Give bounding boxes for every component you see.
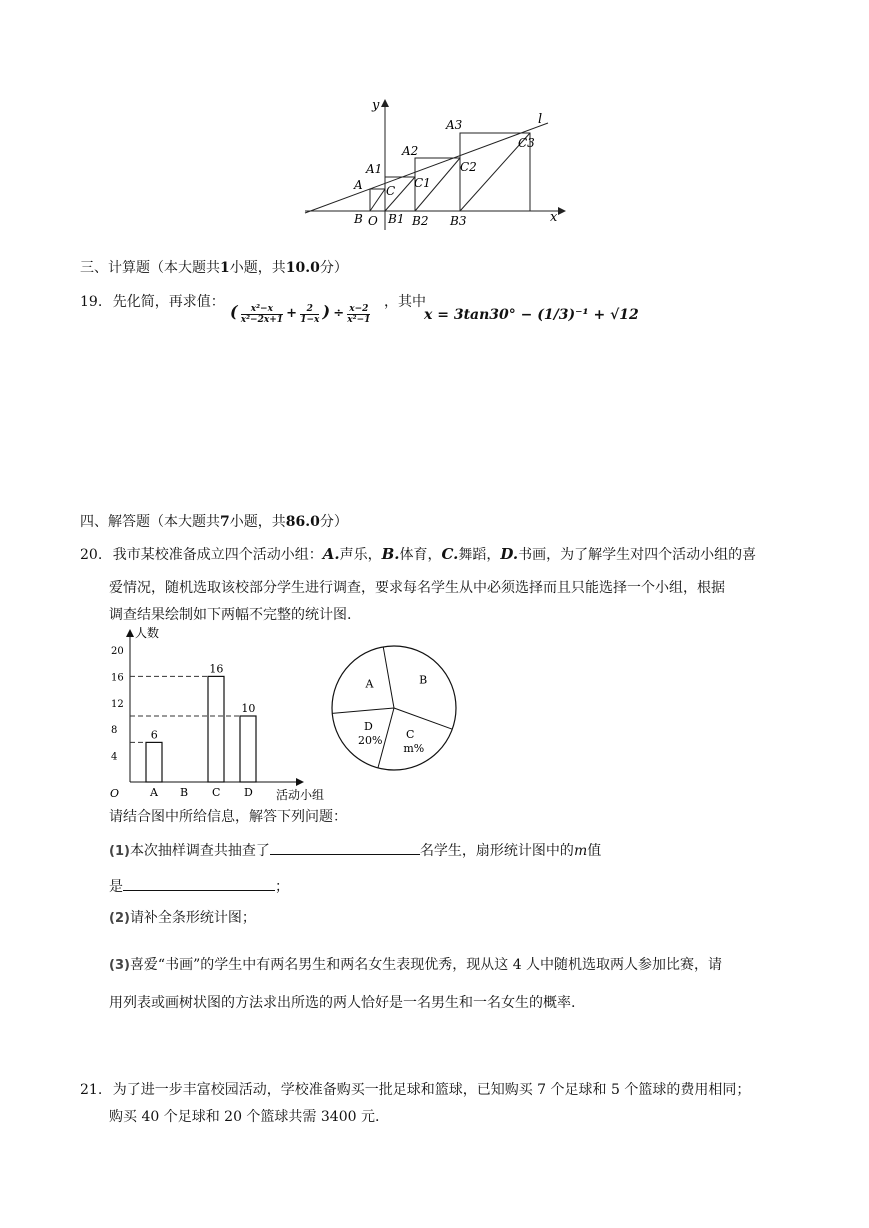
bar-category-label: B bbox=[180, 786, 189, 799]
sub1-marker: (1) bbox=[109, 844, 130, 859]
bar-D bbox=[240, 716, 256, 782]
q20-line2: 爱情况，随机选取该校部分学生进行调查，要求每名学生从中必须选择而且只能选择一个小组，根据 bbox=[109, 580, 725, 596]
label-a1: A1 bbox=[366, 162, 383, 176]
pie-slice-value-C: m% bbox=[403, 742, 425, 756]
label-x: x bbox=[550, 210, 558, 225]
q20-sub1-line2: 是 ； bbox=[109, 876, 289, 897]
sub2-marker: (2) bbox=[109, 911, 130, 926]
q20-line1: 20. 我市某校准备成立四个活动小组：A.声乐，B.体育，C.舞蹈，D.书画，为了解学生对四个活动小组的喜 bbox=[80, 545, 757, 563]
pie-slice-divider bbox=[332, 708, 394, 713]
pie-chart bbox=[328, 642, 463, 777]
line-l bbox=[305, 123, 548, 213]
q19-text: 先化简，再求值： bbox=[112, 294, 225, 310]
q20-line3: 调查结果绘制如下两幅不完整的统计图. bbox=[109, 607, 352, 623]
bar-ytick-label: 4 bbox=[111, 751, 118, 763]
bar-chart bbox=[108, 625, 358, 805]
pie-slice-label-D: D bbox=[363, 719, 373, 733]
q19-x-value: x = 3tan30° − (1/3)⁻¹ + √12 bbox=[424, 307, 639, 323]
q20-sub3: (3)喜爱“书画”的学生中有两名男生和两名女生表现优秀，现从这 4 人中随机选取两人参加比赛，请 bbox=[109, 957, 723, 973]
pie-slice-label-B: B bbox=[419, 673, 428, 687]
bar-ytick-label: 20 bbox=[111, 646, 124, 657]
section4-header: 四、解答题（本大题共7小题，共86.0分） bbox=[80, 514, 348, 530]
label-o: O bbox=[368, 214, 378, 228]
bar-y-arrow-icon bbox=[126, 629, 134, 637]
sub3-marker: (3) bbox=[109, 958, 130, 973]
x-axis-arrow-icon bbox=[558, 207, 566, 215]
bar-ylabel: 人数 bbox=[135, 626, 160, 640]
bar-xlabel: 活动小组 bbox=[276, 788, 325, 802]
q21-number: 21. bbox=[80, 1082, 103, 1098]
label-c2: C2 bbox=[460, 160, 477, 174]
label-a2: A2 bbox=[402, 144, 419, 158]
q19-number: 19. bbox=[80, 294, 103, 310]
bar-value-label: 10 bbox=[241, 702, 256, 715]
geometry-figure bbox=[300, 95, 570, 235]
q20-number: 20. bbox=[80, 547, 103, 563]
label-b: B bbox=[354, 212, 363, 226]
label-c3: C3 bbox=[518, 136, 535, 150]
bar-category-label: A bbox=[150, 786, 158, 799]
q21-line1: 21. 为了进一步丰富校园活动，学校准备购买一批足球和篮球，已知购买 7 个足球和 5 个篮球的费用相同； bbox=[80, 1082, 751, 1098]
q19-question bbox=[80, 292, 225, 312]
label-b1: B1 bbox=[388, 212, 405, 226]
sub1-blank-2[interactable] bbox=[123, 876, 275, 891]
bar-origin-label: O bbox=[110, 787, 120, 800]
bar-x-arrow-icon bbox=[296, 778, 304, 786]
pie-slice-divider bbox=[394, 708, 452, 729]
q20-sub2: (2)请补全条形统计图； bbox=[109, 910, 256, 926]
label-c1: C1 bbox=[414, 176, 431, 190]
label-b2: B2 bbox=[412, 214, 429, 228]
q20-sub1: (1)本次抽样调查共抽查了 名学生，扇形统计图中的m值 bbox=[109, 840, 601, 862]
pie-slice-label-A: A bbox=[365, 677, 374, 691]
label-l: l bbox=[538, 112, 543, 127]
bar-C bbox=[208, 676, 224, 782]
q21-line2: 购买 40 个足球和 20 个篮球共需 3400 元. bbox=[109, 1109, 380, 1125]
label-a: A bbox=[354, 178, 363, 192]
section3-header: 三、计算题（本大题共1小题，共10.0分） bbox=[80, 260, 348, 276]
label-y: y bbox=[372, 98, 380, 113]
bar-value-label: 16 bbox=[209, 662, 224, 676]
diagonal-1 bbox=[370, 189, 385, 211]
bar-ytick-label: 16 bbox=[111, 672, 124, 684]
pie-slice-value-D: 20% bbox=[358, 733, 383, 747]
bar-ytick-label: 12 bbox=[111, 698, 124, 710]
q19-expression: ( $\frac{\text{x²−x}}{\text{x²−2x+1}}$ + $\frac{2}{1-x}$ ) ÷ $\frac{x-2}{\text{x²−1}}$ bbox=[230, 302, 371, 325]
bar-category-label: C bbox=[212, 786, 221, 799]
bar-category-label: D bbox=[244, 786, 253, 799]
bar-A bbox=[146, 742, 162, 782]
y-axis-arrow-icon bbox=[381, 99, 389, 107]
q20-prompt: 请结合图中所给信息，解答下列问题： bbox=[109, 809, 347, 825]
q20-sub3-line2: 用列表或画树状图的方法求出所选的两人恰好是一名男生和一名女生的概率. bbox=[109, 995, 576, 1011]
label-b3: B3 bbox=[450, 214, 467, 228]
sub1-blank-1[interactable] bbox=[270, 840, 420, 855]
label-c: C bbox=[386, 184, 396, 198]
pie-slice-divider bbox=[383, 647, 394, 708]
bar-value-label: 6 bbox=[150, 728, 158, 742]
q19-where: ，其中 bbox=[384, 294, 426, 310]
bar-ytick-label: 8 bbox=[111, 725, 118, 737]
label-a3: A3 bbox=[446, 118, 463, 132]
pie-slice-label-C: C bbox=[405, 728, 415, 742]
